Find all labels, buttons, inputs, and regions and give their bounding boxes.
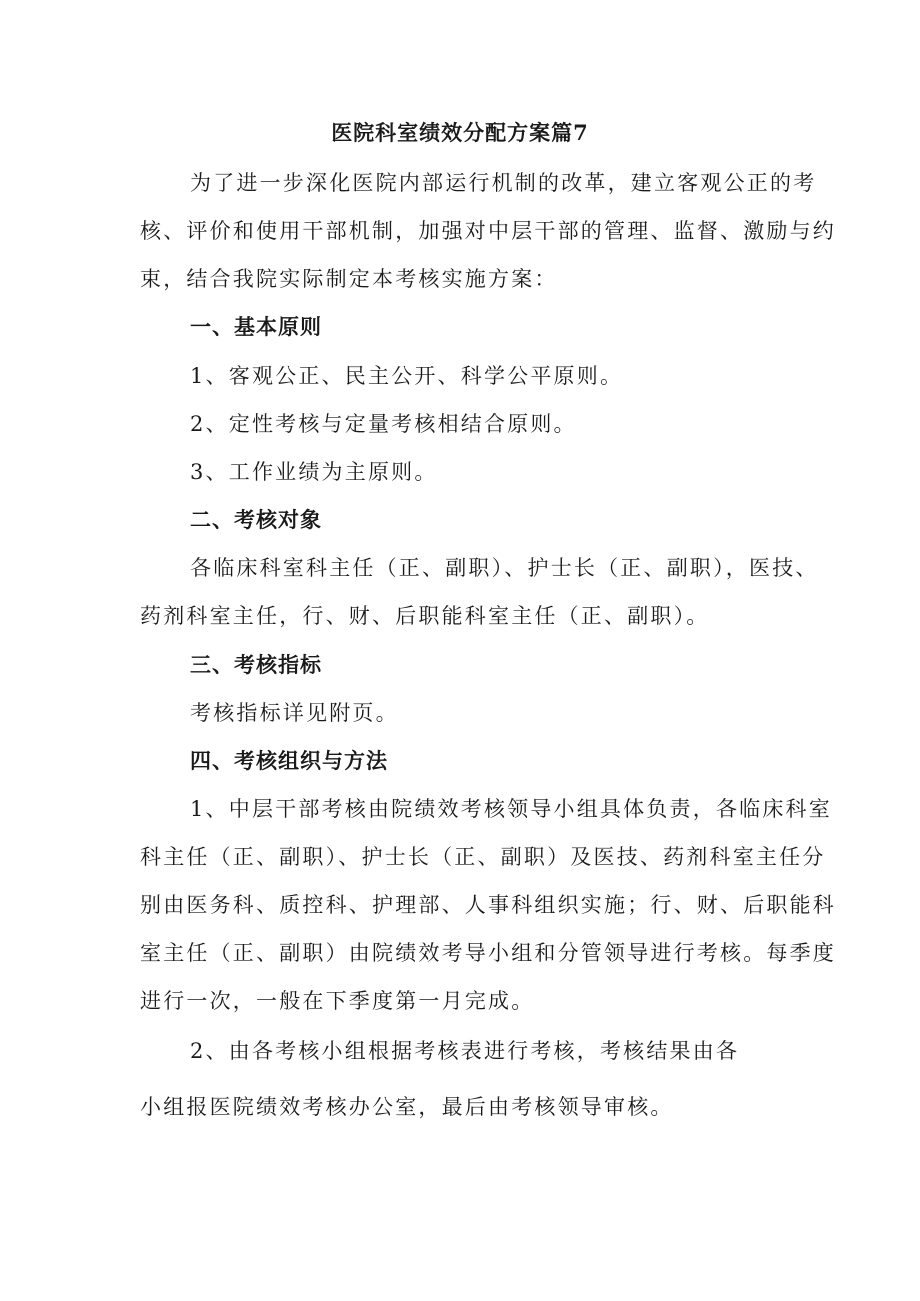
section-4-para-1-line-3: 别由医务科、质控科、护理部、人事科组织实施；行、财、后职能科	[140, 893, 836, 917]
intro-line-1: 为了进一步深化医院内部运行机制的改革，建立客观公正的考	[190, 171, 817, 195]
section-1-item-3: 3、工作业绩为主原则。	[190, 460, 438, 484]
section-4-para-1-line-5: 进行一次，一般在下季度第一月完成。	[140, 989, 535, 1013]
section-3-heading: 三、考核指标	[190, 653, 322, 677]
intro-line-3: 束，结合我院实际制定本考核实施方案：	[140, 267, 558, 291]
section-4-para-1-line-2: 科主任（正、副职）、护士长（正、副职）及医技、药剂科室主任分	[140, 845, 826, 869]
section-4-para-1-line-4: 室主任（正、副职）由院绩效考导小组和分管领导进行考核。每季度	[140, 941, 836, 965]
section-4-para-2-line-2: 小组报医院绩效考核办公室，最后由考核领导审核。	[140, 1095, 674, 1119]
section-4-para-2-line-1: 2、由各考核小组根据考核表进行考核，考核结果由各	[190, 1039, 740, 1063]
section-4-para-1-line-1: 1、中层干部考核由院绩效考核领导小组具体负责，各临床科室	[190, 797, 832, 821]
document-title: 医院科室绩效分配方案篇7	[331, 120, 589, 145]
section-2-heading: 二、考核对象	[190, 508, 322, 532]
section-2-line-1: 各临床科室科主任（正、副职）、护士长（正、副职），医技、	[190, 556, 819, 580]
section-1-item-1: 1、客观公正、民主公开、科学公平原则。	[190, 364, 624, 388]
section-1-heading: 一、基本原则	[190, 315, 322, 339]
section-4-heading: 四、考核组织与方法	[190, 749, 388, 773]
section-3-line-1: 考核指标详见附页。	[190, 701, 399, 725]
section-2-line-2: 药剂科室主任，行、财、后职能科室主任（正、副职）。	[140, 604, 710, 628]
intro-line-2: 核、评价和使用干部机制，加强对中层干部的管理、监督、激励与约	[140, 219, 836, 243]
section-1-item-2: 2、定性考核与定量考核相结合原则。	[190, 412, 577, 436]
